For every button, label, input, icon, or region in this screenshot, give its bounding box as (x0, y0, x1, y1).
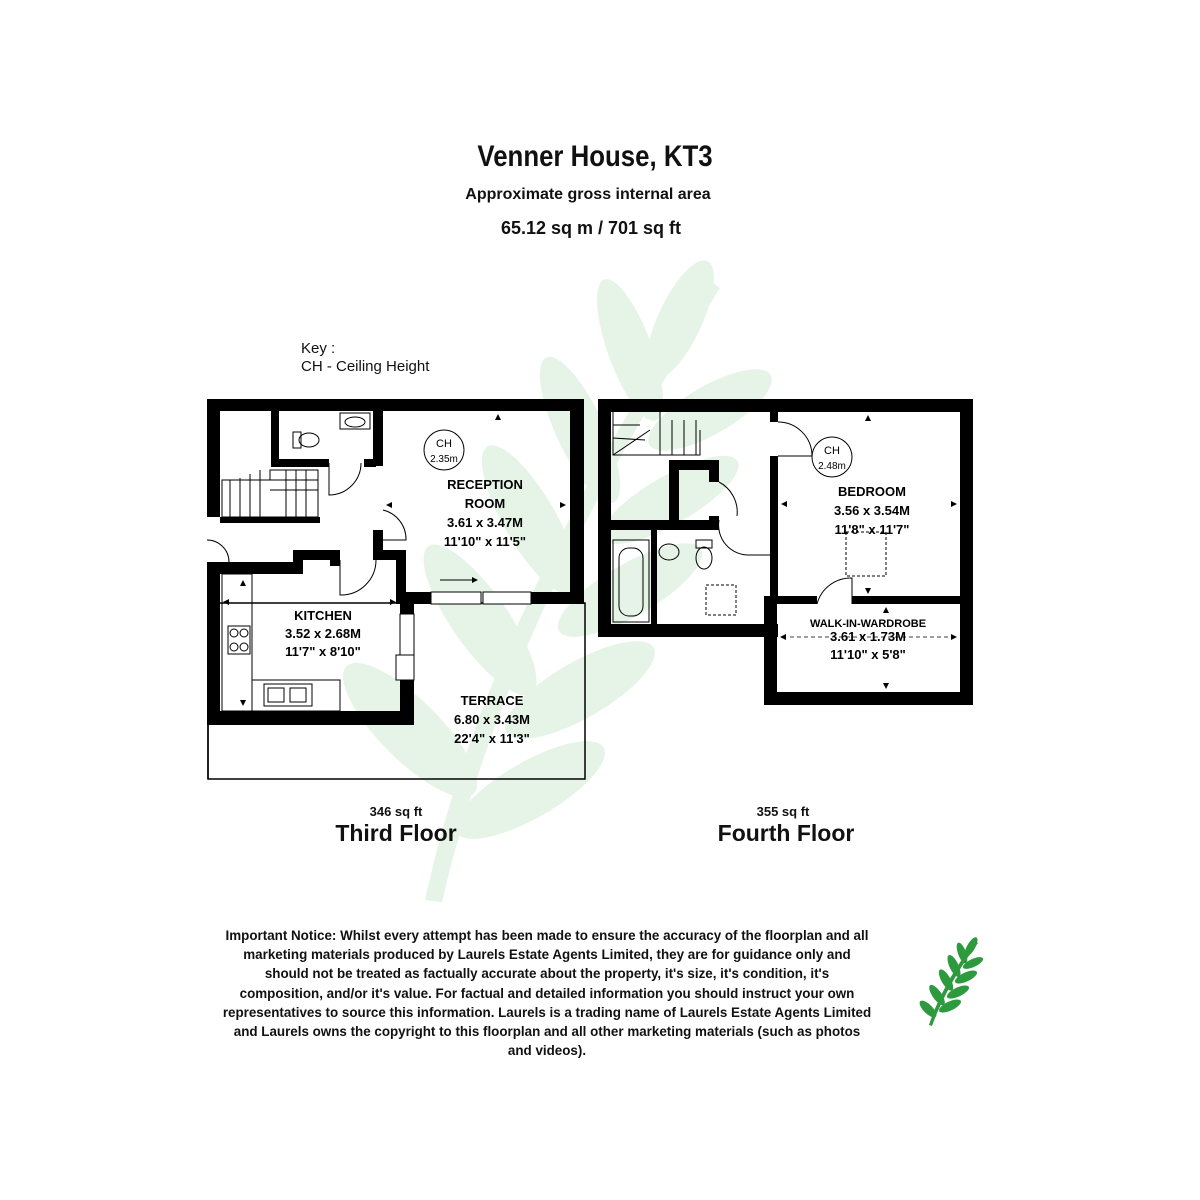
reception-name-2: ROOM (464, 496, 506, 511)
bedroom-name: BEDROOM (838, 484, 906, 499)
laurel-logo-icon (915, 935, 985, 1030)
key-item: CH - Ceiling Height (301, 358, 430, 375)
third-floor-sqft: 346 sq ft (369, 804, 423, 819)
total-area: 65.12 sq m / 701 sq ft (500, 218, 682, 238)
fourth-floor-plan (598, 399, 973, 705)
wardrobe-name: WALK-IN-WARDROBE (809, 618, 927, 630)
terrace-metric: 6.80 x 3.43M (454, 712, 530, 727)
fourth-floor-name: Fourth Floor (717, 820, 855, 846)
third-floor-windows (396, 592, 531, 680)
terrace-imperial: 22'4" x 11'3" (454, 731, 530, 746)
key-heading: Key : (301, 340, 336, 357)
wardrobe-metric: 3.61 x 1.73M (830, 629, 906, 644)
third-floor-name: Third Floor (335, 820, 457, 846)
third-floor-plan (207, 399, 585, 779)
kitchen-name: KITCHEN (294, 608, 352, 623)
third-ch-value: 2.35m (430, 454, 458, 465)
reception-metric: 3.61 x 3.47M (447, 515, 523, 530)
wardrobe-imperial: 11'10" x 5'8" (830, 647, 906, 662)
bedroom-metric: 3.56 x 3.54M (834, 503, 910, 518)
fourth-floor-stairs (613, 412, 700, 455)
fourth-floor-walls (598, 399, 973, 705)
fourth-floor-sqft: 355 sq ft (756, 804, 810, 819)
kitchen-imperial: 11'7" x 8'10" (285, 644, 361, 659)
fourth-ch-value: 2.48m (818, 461, 846, 472)
important-notice: Important Notice: Whilst every attempt has been made to ensure the accuracy of the floorplan and all marketing materials produced by Laurels Estate Agents Limited, they are for guidance only and should not be treated as factually accurate about the property, it's size, it's condition, it's composition, and/or it's value. For factual and detailed information you should instruct your own representatives to source this information. Laurels is a trading name of Laurels Estate Agents Limited and Laurels owns the copyright to this floorplan and all other marketing materials (such as photos and videos). (222, 928, 872, 1059)
third-floor-bathroom-fixtures (293, 413, 370, 448)
terrace-outline (208, 603, 585, 779)
third-floor-stairs (222, 470, 318, 517)
third-ch-label: CH (436, 438, 452, 450)
area-subtitle: Approximate gross internal area (465, 186, 711, 203)
bedroom-imperial: 11'8" x 11'7" (834, 522, 910, 537)
reception-imperial: 11'10" x 11'5" (443, 534, 527, 549)
fourth-ch-label: CH (824, 445, 840, 457)
kitchen-fixtures (222, 574, 340, 711)
page-title: Venner House, KT3 (477, 140, 713, 173)
kitchen-metric: 3.52 x 2.68M (285, 626, 361, 641)
terrace-name: TERRACE (460, 693, 524, 708)
reception-name-1: RECEPTION (447, 477, 523, 492)
